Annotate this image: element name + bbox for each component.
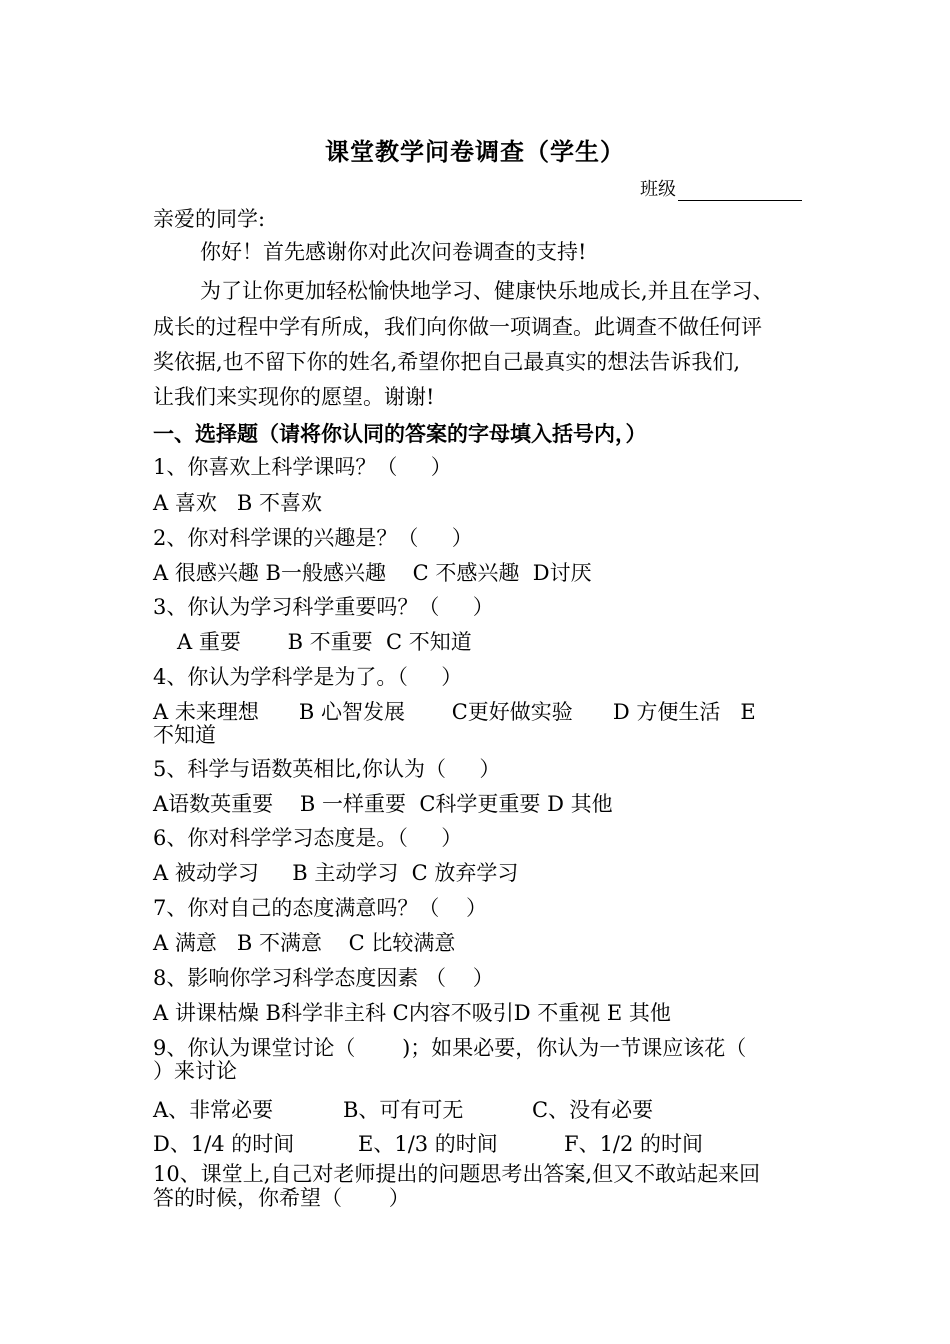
question-1: 1、你喜欢上科学课吗？（ ） bbox=[153, 455, 452, 479]
question-1-options: A 喜欢 B 不喜欢 bbox=[153, 491, 322, 515]
question-9-option-f: F、1/2 的时间 bbox=[564, 1132, 704, 1156]
question-4-options-cont: 不知道 bbox=[153, 723, 216, 747]
question-9: 9、你认为课堂讨论（ )；如果必要，你认为一节课应该花（ bbox=[153, 1036, 747, 1060]
question-10-cont: 答的时候，你希望（ ） bbox=[153, 1186, 410, 1210]
question-9-cont: ）来讨论 bbox=[153, 1059, 237, 1083]
question-8: 8、影响你学习科学态度因素 （ ） bbox=[153, 966, 494, 990]
intro-paragraph-line: 成长的过程中学有所成，我们向你做一项调查。此调查不做任何评 bbox=[153, 315, 762, 339]
question-9-option-d: D、1/4 的时间 bbox=[153, 1132, 295, 1156]
question-9-option-c: C、没有必要 bbox=[532, 1098, 654, 1122]
question-4-options: A 未来理想 B 心智发展 C更好做实验 D 方便生活 E bbox=[153, 700, 756, 724]
intro-paragraph-line: 让我们来实现你的愿望。谢谢! bbox=[153, 385, 435, 409]
question-9-option-e: E、1/3 的时间 bbox=[358, 1132, 498, 1156]
intro-paragraph-line: 奖依据,也不留下你的姓名,希望你把自己最真实的想法告诉我们, bbox=[153, 350, 741, 374]
class-field bbox=[640, 175, 802, 201]
question-4: 4、你认为学科学是为了。（ ） bbox=[153, 665, 463, 689]
question-5-options: A语数英重要 B 一样重要 C科学更重要 D 其他 bbox=[153, 792, 613, 816]
class-blank[interactable] bbox=[678, 182, 802, 201]
intro-paragraph-line: 为了让你更加轻松愉快地学习、健康快乐地成长,并且在学习、 bbox=[200, 279, 774, 303]
question-7: 7、你对自己的态度满意吗？（ ） bbox=[153, 896, 488, 920]
question-7-options: A 满意 B 不满意 C 比较满意 bbox=[153, 931, 456, 955]
question-9-option-b: B、可有可无 bbox=[343, 1098, 464, 1122]
question-10: 10、课堂上,自己对老师提出的问题思考出答案,但又不敢站起来回 bbox=[153, 1162, 761, 1186]
question-2: 2、你对科学课的兴趣是？（ ） bbox=[153, 526, 473, 550]
class-label: 班级 bbox=[640, 179, 676, 200]
question-3: 3、你认为学习科学重要吗？（ ） bbox=[153, 595, 494, 619]
page-title: 课堂教学问卷调查（学生） bbox=[325, 138, 625, 166]
question-9-option-a: A、非常必要 bbox=[153, 1098, 274, 1122]
question-5: 5、科学与语数英相比,你认为（ ） bbox=[153, 757, 501, 781]
greeting: 亲爱的同学: bbox=[153, 207, 266, 231]
section-title: 一、选择题（请将你认同的答案的字母填入括号内，） bbox=[153, 422, 647, 446]
question-6-options: A 被动学习 B 主动学习 C 放弃学习 bbox=[153, 861, 519, 885]
question-3-options: A 重要 B 不重要 C 不知道 bbox=[177, 630, 472, 654]
question-2-options: A 很感兴趣 B一般感兴趣 C 不感兴趣 D讨厌 bbox=[153, 561, 592, 585]
question-6: 6、你对科学学习态度是。（ ） bbox=[153, 826, 463, 850]
question-8-options: A 讲课枯燥 B科学非主科 C内容不吸引D 不重视 E 其他 bbox=[153, 1001, 671, 1025]
intro-thanks: 你好！首先感谢你对此次问卷调查的支持! bbox=[200, 240, 587, 264]
